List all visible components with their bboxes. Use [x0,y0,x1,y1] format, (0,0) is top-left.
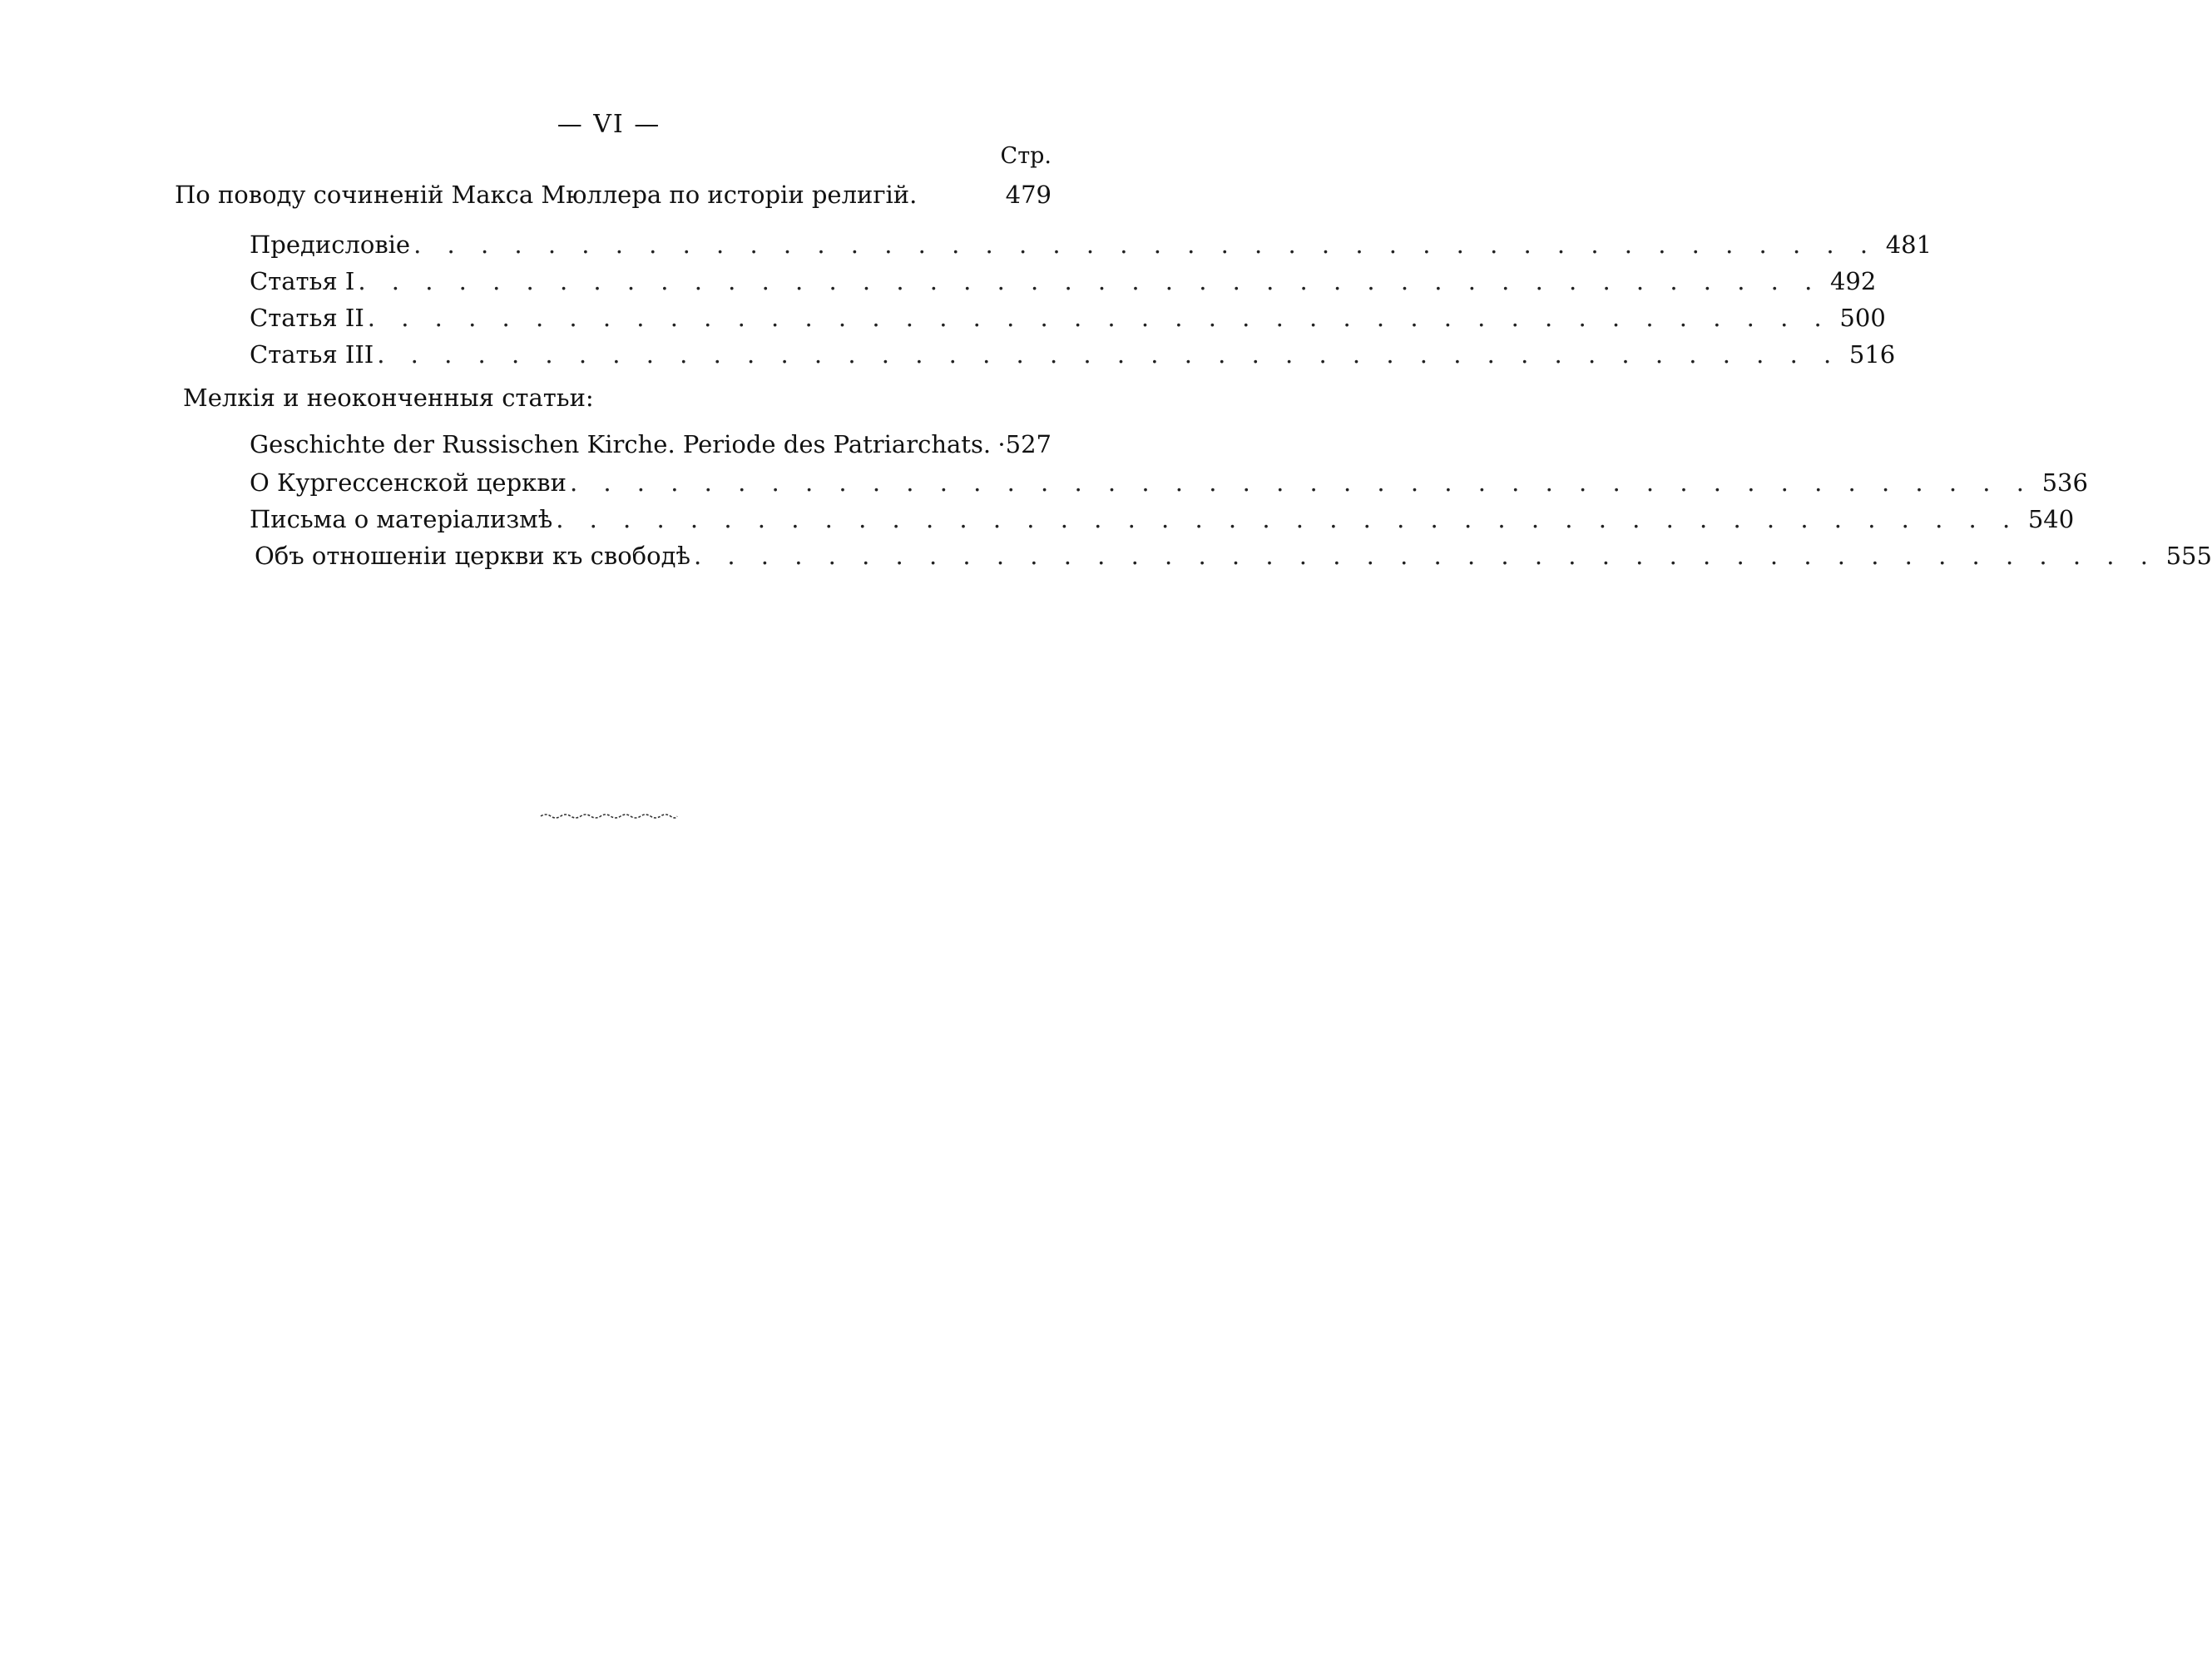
dot-leader: . . . . . . . . . . . . . . . . . . . . . . . . . . . . . . . . . . . . . . . . . . . . [569,468,2033,497]
toc-entry-title: Объ отношеніи церкви къ свободѣ [255,542,690,570]
toc-subentry [250,265,1877,298]
toc-section-entry [250,503,2075,536]
toc-entry-page: 555 [2165,542,2212,570]
toc-subentry [250,338,1896,371]
ornament-divider-icon [539,812,679,820]
toc-subentry [250,228,1932,261]
toc-entry-title: Предисловіе [250,230,411,259]
toc-entry-page: 516 [1848,340,1896,369]
toc-entry-title: Письма о матеріализмѣ [250,505,553,533]
dot-leader: . . . . . . . . . . . . . . . . . . . . . . . . . . . . . . . . . . . . . . . . . . . . [556,505,2020,533]
toc-entry-title: Статья III [250,340,374,369]
toc-entry-main [175,178,1052,211]
toc-entry-page: 500 [1839,304,1886,332]
dot-leader: . . . . . . . . . . . . . . . . . . . . . . . . . . . . . . . . . . . . . . . . . . . . [367,304,1831,332]
toc-entry-page: 536 [2041,468,2088,497]
toc-entry-title: Geschichte der Russischen Kirche. Periode des Patriarchats. [250,430,992,458]
toc-entry-page: 479 [1005,181,1052,209]
dot-leader: . . . . . . . . . . . . . . . . . . . . . . . . . . . . . . . . . . . . . . . . . . . . [693,542,2157,570]
toc-section-entry [250,428,1052,461]
toc-entry-title: Статья II [250,304,364,332]
toc-section-entry [250,466,2088,499]
toc-entry-title: По поводу сочиненій Макса Мюллера по исторіи религій. [175,181,918,209]
toc-entry-page: 481 [1885,230,1932,259]
toc-entry-page: ·527 [997,430,1052,458]
page-column-label: Стр. [1000,143,1052,169]
toc-entry-title: О Кургессенской церкви [250,468,567,497]
dot-leader: . . . . . . . . . . . . . . . . . . . . . . . . . . . . . . . . . . . . . . . . . . . . [413,230,1878,259]
toc-subentry [250,301,1886,334]
toc-entry-page: 492 [1829,267,1877,295]
toc-entry-title: Статья I [250,267,355,295]
toc-section-heading: Мелкія и неоконченныя статьи: [183,384,594,412]
dot-leader: . . . . . . . . . . . . . . . . . . . . . . . . . . . . . . . . . . . . . . . . . . . . [377,340,1841,369]
toc-section-entry [255,539,2212,572]
toc-entry-page: 540 [2027,505,2075,533]
dot-leader: . . . . . . . . . . . . . . . . . . . . . . . . . . . . . . . . . . . . . . . . . . . . [358,267,1822,295]
page-header: — VI — [557,110,661,139]
